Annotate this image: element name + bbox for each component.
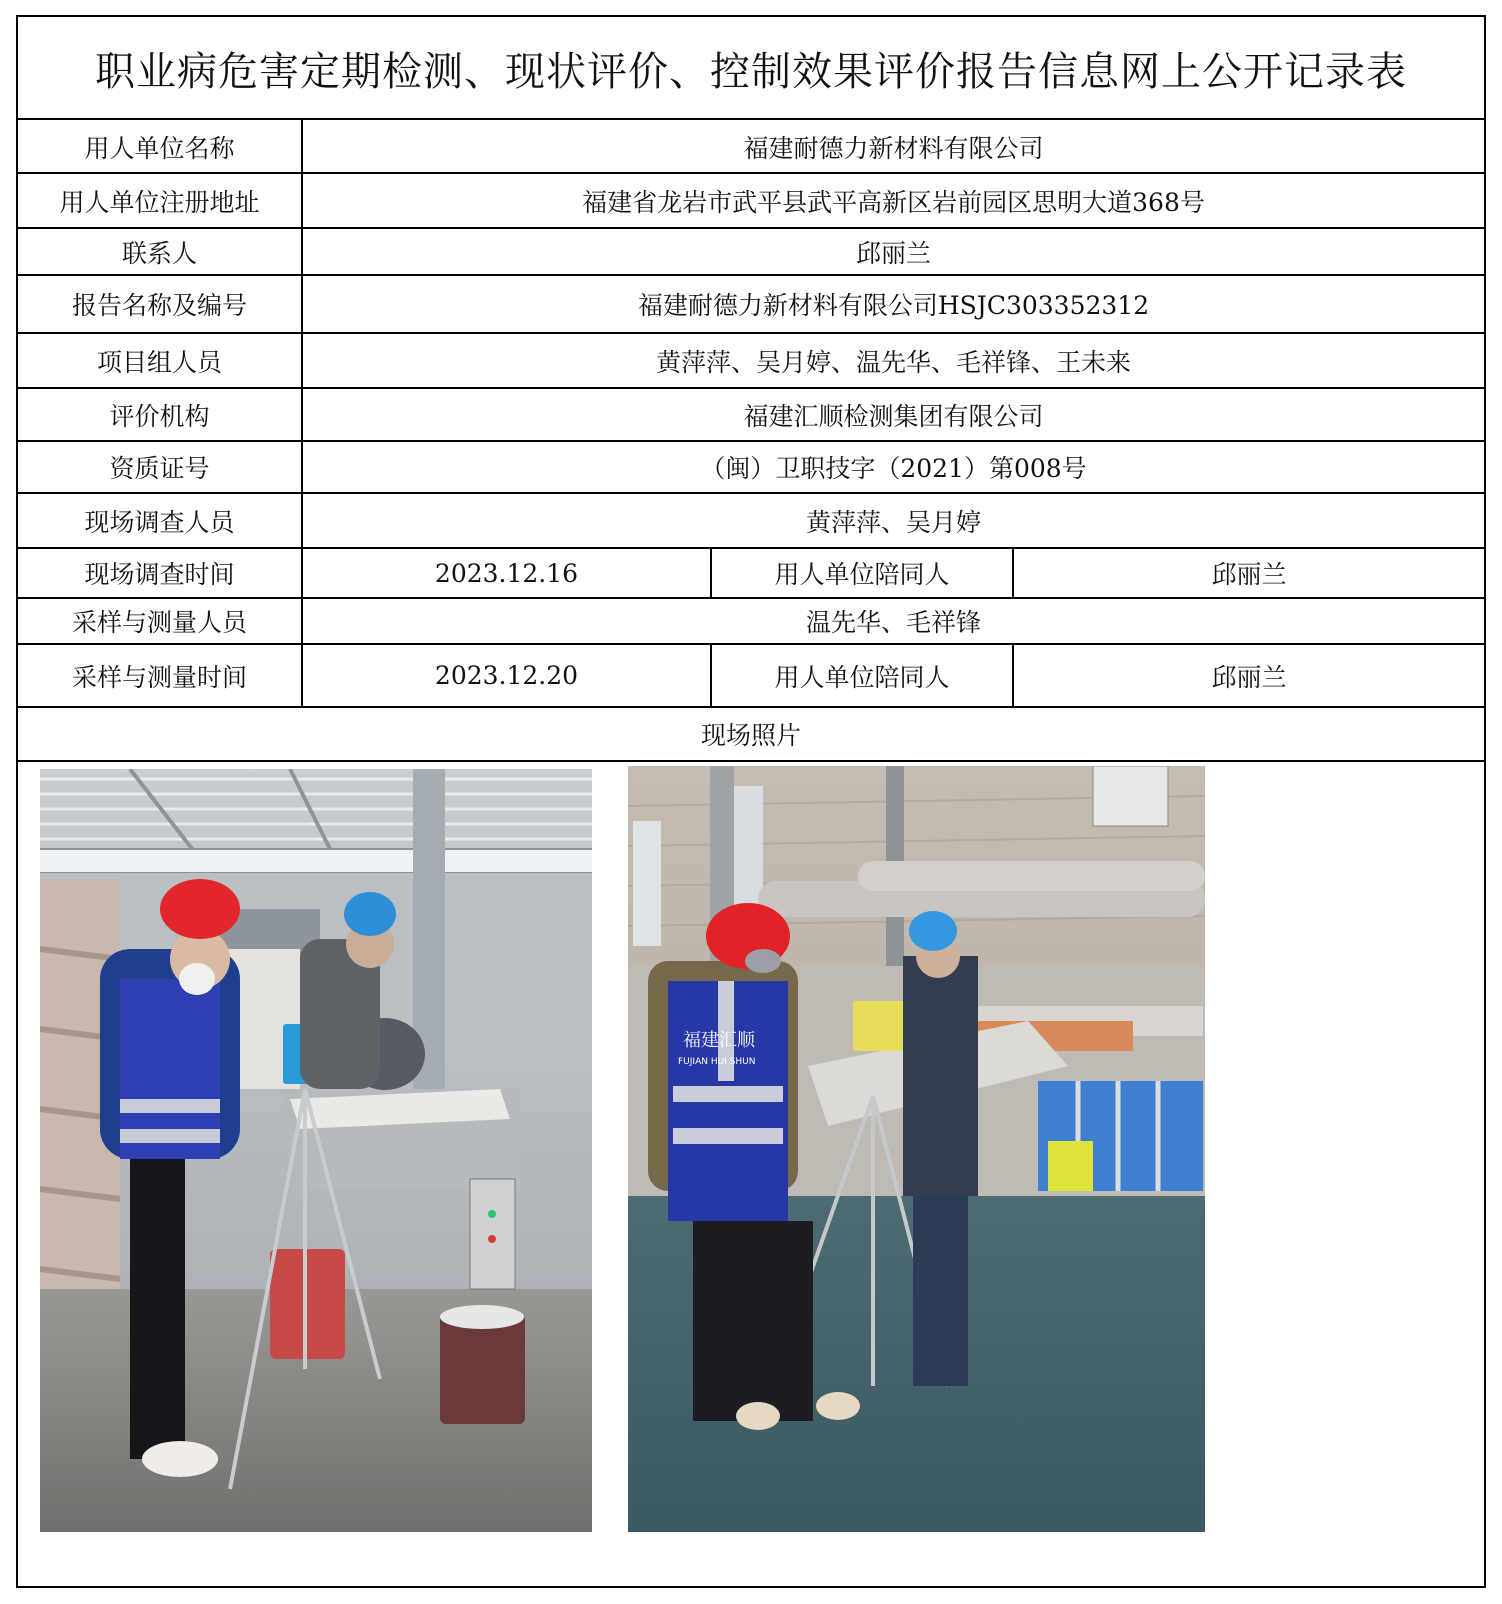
site-photo-2 <box>628 766 1205 1532</box>
label-report-name: 报告名称及编号 <box>18 276 303 332</box>
label-evaluation-agency: 评价机构 <box>18 389 303 440</box>
vest-logo-subtext: FUJIAN HUI SHUN <box>678 1057 756 1067</box>
vest-logo-text: 福建汇顺 <box>683 1030 755 1051</box>
table-row <box>18 547 1484 597</box>
label-qualification-no: 资质证号 <box>18 442 303 492</box>
label-sampling-time: 采样与测量时间 <box>18 645 303 706</box>
value-employer-name: 福建耐德力新材料有限公司 <box>743 134 1044 163</box>
label-employer-name: 用人单位名称 <box>18 120 303 174</box>
label-sampling-companion: 用人单位陪同人 <box>712 645 1014 706</box>
page-title: 职业病危害定期检测、现状评价、控制效果评价报告信息网上公开记录表 <box>95 49 1407 95</box>
value-survey-companion: 邱丽兰 <box>1211 560 1287 589</box>
table-row <box>18 118 1484 174</box>
label-project-team: 项目组人员 <box>18 334 303 387</box>
table-row <box>18 597 1484 643</box>
label-survey-staff: 现场调查人员 <box>18 494 303 547</box>
value-project-team: 黄萍萍、吴月婷、温先华、毛祥锋、王未来 <box>655 347 1131 377</box>
site-photo-1 <box>40 769 592 1532</box>
site-photo-2-image <box>628 766 1205 1532</box>
value-qualification-no: （闽）卫职技字（2021）第008号 <box>700 454 1087 483</box>
value-sampling-time: 2023.12.20 <box>303 645 712 706</box>
value-evaluation-agency: 福建汇顺检测集团有限公司 <box>743 401 1044 431</box>
table-row <box>18 492 1484 547</box>
label-contact: 联系人 <box>18 229 303 274</box>
value-sampling-companion: 邱丽兰 <box>1211 662 1287 692</box>
label-survey-time: 现场调查时间 <box>18 549 303 597</box>
table-row <box>18 643 1484 706</box>
value-registered-address: 福建省龙岩市武平县武平高新区岩前园区思明大道368号 <box>582 187 1205 217</box>
table-row <box>18 274 1484 332</box>
value-contact: 邱丽兰 <box>855 238 931 268</box>
label-registered-address: 用人单位注册地址 <box>18 174 303 227</box>
table-row <box>18 227 1484 274</box>
site-photo-1-image <box>40 769 592 1532</box>
label-sampling-staff: 采样与测量人员 <box>18 599 303 643</box>
table-row <box>18 332 1484 387</box>
value-survey-staff: 黄萍萍、吴月婷 <box>805 507 981 537</box>
table-row <box>18 172 1484 227</box>
photos-header: 现场照片 <box>700 721 801 750</box>
table-row <box>18 387 1484 440</box>
label-survey-companion: 用人单位陪同人 <box>712 549 1014 597</box>
value-report-name: 福建耐德力新材料有限公司HSJC303352312 <box>637 291 1150 320</box>
value-survey-time: 2023.12.16 <box>303 549 712 597</box>
table-row <box>18 440 1484 492</box>
value-sampling-staff: 温先华、毛祥锋 <box>805 608 981 637</box>
table-row <box>18 706 1484 760</box>
